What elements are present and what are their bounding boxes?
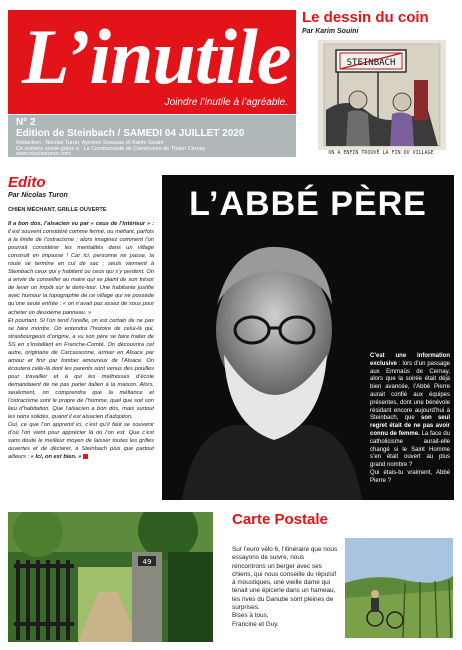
credit-line: Ce numéro existe grâce à : La Communauté de Communes de Thann Cernay (16, 146, 206, 152)
issue-number: N° 2 (16, 117, 36, 128)
cartoon-sign-text: STEINBACH (346, 58, 396, 68)
edito-lead: Il a bon dos, l’alsacien vu par « ceux de l’intérieur » : (8, 221, 154, 227)
issue-info-bar (8, 115, 296, 157)
carte-text: Sur l’euro vélo 6, l’itinéraire que nous essayons de suivre, nous rencontrons un berger avec ses chiens, qui nous conseille du répulsif à moustiques, une vieille dame qui tenait une épicerie dans un hameau, les rives du Danube sont pleines de surprises. (232, 546, 338, 612)
edito-paragraph (8, 421, 154, 461)
portrait-photo (162, 235, 367, 500)
vineyard-photo (345, 538, 453, 638)
feature-title: L’ABBÉ PÈRE (189, 185, 427, 223)
edition-date: Edition de Steinbach / SAMEDI 04 JUILLET 2020 (16, 128, 245, 139)
edito-closing: « Ici, on est bien. » (29, 454, 82, 461)
cartoon-caption: ON A ENFIN TROUVÉ LA FIN DU VILLAGE (328, 150, 434, 156)
edito-body (8, 220, 154, 461)
feature-article (162, 175, 454, 500)
feature-text-part: : lors d’un passage aux Emmaüs de Cernay, alors que la soirée était déjà bien avancée, l’Abbé Pierre aurait confié aux équipes présentes, dont une bénévole résidant encore aujourd’hui à Steinbach, que (370, 360, 450, 422)
newspaper-logo: L’inutile (22, 13, 291, 100)
edito-text: il est souvent considéré comme fermé, ou méfiant, parfois à la limite de l’ostracisme ; alors imaginez comment l’on pourrait considérer les mentalités dans un village construit en impasse ! Car ici, personne ne passe, la route se termine en cul de sac ; seuls viennent à Steinbach ceux qui y habitent ou ceux qui s’y perdent. On a envie de conseiller au maire qui se plaint de son trésor de lever un impôt sur le demi-tour. Une habitante justifie avec humour la topographie de ce village qui ne possède qu’une seule entrée : « on n’avait pas assez de sous pour acheter un deuxième panneau. » (8, 229, 154, 316)
house-number: 49 (142, 558, 152, 566)
carte-postale-title: Carte Postale (232, 511, 328, 528)
edito-author: Par Nicolas Turon (8, 192, 68, 199)
feature-paragraph (370, 353, 450, 470)
end-mark-icon (83, 454, 88, 459)
carte-signoff: Bises à tous, (232, 612, 269, 620)
tagline: Joindre l’inutile à l’agréable. (164, 97, 288, 108)
feature-lead: C’est une information exclusive (370, 353, 450, 367)
dessin-author: Par Karim Souini (302, 28, 359, 35)
carte-postale-body (232, 546, 338, 629)
website: www.nicolasturon.com (16, 151, 71, 157)
edito-paragraph: Et pourtant. Si l’on tend l’oreille, on est certain de ne pas se faire mordre. On entendra l’histoire de celui-là qui, strasbourgeois d’origine, a vu son père se faire traiter de SS en s’installant en Franche-Comté. On découvrira cet autre, originaire de Carcassonne, arriver en Alsace par amour et finir par tomber amoureux de l’Alsace. On écoutera celle-là dont les parents sont venus des pouilles pour travailler et à qui les maîtresses d’école demandaient de ne pas parler italien à la maison. Alors, seulement, on comprendra que la méfiance et l’ostracisme sont le propre de l’homme, quel que soit son lieu d’habitation. Que l’alsacien a bon dos, mais surtout les reins solides, quand il est alsacien d’adoption. (8, 317, 154, 421)
feature-text-part: La face du catholicisme aurait-elle changé si le Saint Homme s’en était ouvert au plus grand nombre ? (370, 430, 450, 469)
carte-signoff: Francine et Guy. (232, 620, 279, 628)
edito-text: Oui, ce que l’on apprend ici, c’est qu’il faut se souvenir d’où l’on vient pour apprécier là où l’on est. Que c’est sans doute le meilleur moyen de laisser toutes les grilles ouvertes et de déclarer, à Steinbach plus que partout ailleurs : (8, 422, 154, 461)
garden-photo (8, 512, 213, 642)
feature-text (370, 353, 450, 486)
feature-highlight: son seul regret était de ne pas avoir connu de femme. (370, 415, 451, 437)
masthead (8, 10, 296, 114)
dessin-title: Le dessin du coin (302, 9, 429, 26)
feature-question: Qui étais-tu vraiment, Abbé Pierre ? (370, 469, 450, 484)
cartoon-drawing (318, 40, 446, 150)
edito-title: Edito (8, 174, 46, 191)
credit-line: Rédaction : Nicolas Turon, Aymeric Seassau et Karim Souini (16, 140, 164, 146)
edito-subtitle: CHIEN MÉCHANT, GRILLE OUVERTE (8, 207, 107, 213)
edito-paragraph (8, 220, 154, 317)
